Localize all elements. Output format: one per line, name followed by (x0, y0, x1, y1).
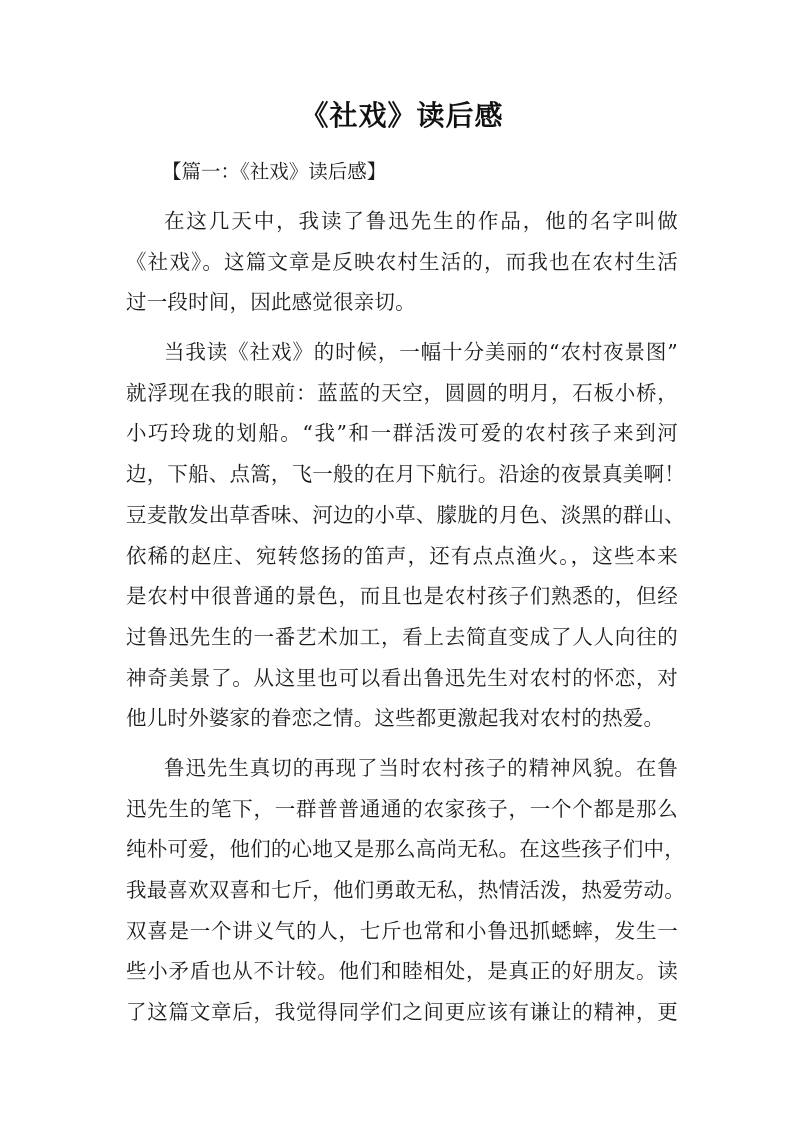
paragraph-line: 纯朴可爱，他们的心地又是那么高尚无私。在这些孩子们中， (126, 837, 685, 862)
paragraph-line: 豆麦散发出草香味、河边的小草、朦胧的月色、淡黑的群山、 (126, 502, 685, 527)
paragraph-line: 神奇美景了。从这里也可以看出鲁迅先生对农村的怀恋，对 (126, 665, 678, 690)
paragraph-1 (126, 201, 678, 323)
paragraph-line: 在这几天中，我读了鲁迅先生的作品，他的名字叫做 (164, 209, 678, 233)
section-heading: 【篇一：《社戏》读后感】 (162, 160, 387, 183)
document-title: 《社戏》读后感 (300, 99, 504, 132)
paragraph-line: 鲁迅先生真切的再现了当时农村孩子的精神风貌。在鲁 (164, 755, 678, 780)
paragraph-line: 当我读《社戏》的时候，一幅十分美丽的“农村夜景图” (164, 340, 678, 365)
paragraph-line: 依稀的赵庄、宛转悠扬的笛声，还有点点渔火。，这些本来 (126, 543, 678, 568)
paragraph-line: 过一段时间，因此感觉很亲切。 (126, 290, 416, 315)
paragraph-line: 双喜是一个讲义气的人，七斤也常和小鲁迅抓蟋蟀，发生一 (126, 918, 678, 943)
paragraph-line: 过鲁迅先生的一番艺术加工，看上去简直变成了人人向往的 (126, 624, 678, 649)
paragraph-line: 我最喜欢双喜和七斤，他们勇敢无私，热情活泼，热爱劳动。 (126, 878, 685, 902)
document-page (126, 92, 685, 1033)
paragraph-line: 就浮现在我的眼前：蓝蓝的天空，圆圆的明月，石板小桥， (126, 380, 678, 405)
paragraph-line: 小巧玲珑的划船。“我”和一群活泼可爱的农村孩子来到河 (126, 421, 678, 446)
paragraph-line: 《社戏》。这篇文章是反映农村生活的，而我也在农村生活 (126, 249, 678, 274)
paragraph-line: 了这篇文章后，我觉得同学们之间更应该有谦让的精神，更 (126, 1000, 678, 1025)
paragraph-3 (126, 748, 685, 1033)
paragraph-line: 他儿时外婆家的眷恋之情。这些都更激起我对农村的热爱。 (126, 706, 665, 731)
paragraph-2 (126, 332, 685, 739)
paragraph-line: 迅先生的笔下，一群普普通通的农家孩子，一个个都是那么 (126, 796, 678, 821)
paragraph-line: 是农村中很普通的景色，而且也是农村孩子们熟悉的，但经 (126, 584, 678, 609)
paragraph-line: 边，下船、点篙，飞一般的在月下航行。沿途的夜景真美啊！ (126, 462, 685, 487)
paragraph-line: 些小矛盾也从不计较。他们和睦相处，是真正的好朋友。读 (126, 959, 678, 984)
